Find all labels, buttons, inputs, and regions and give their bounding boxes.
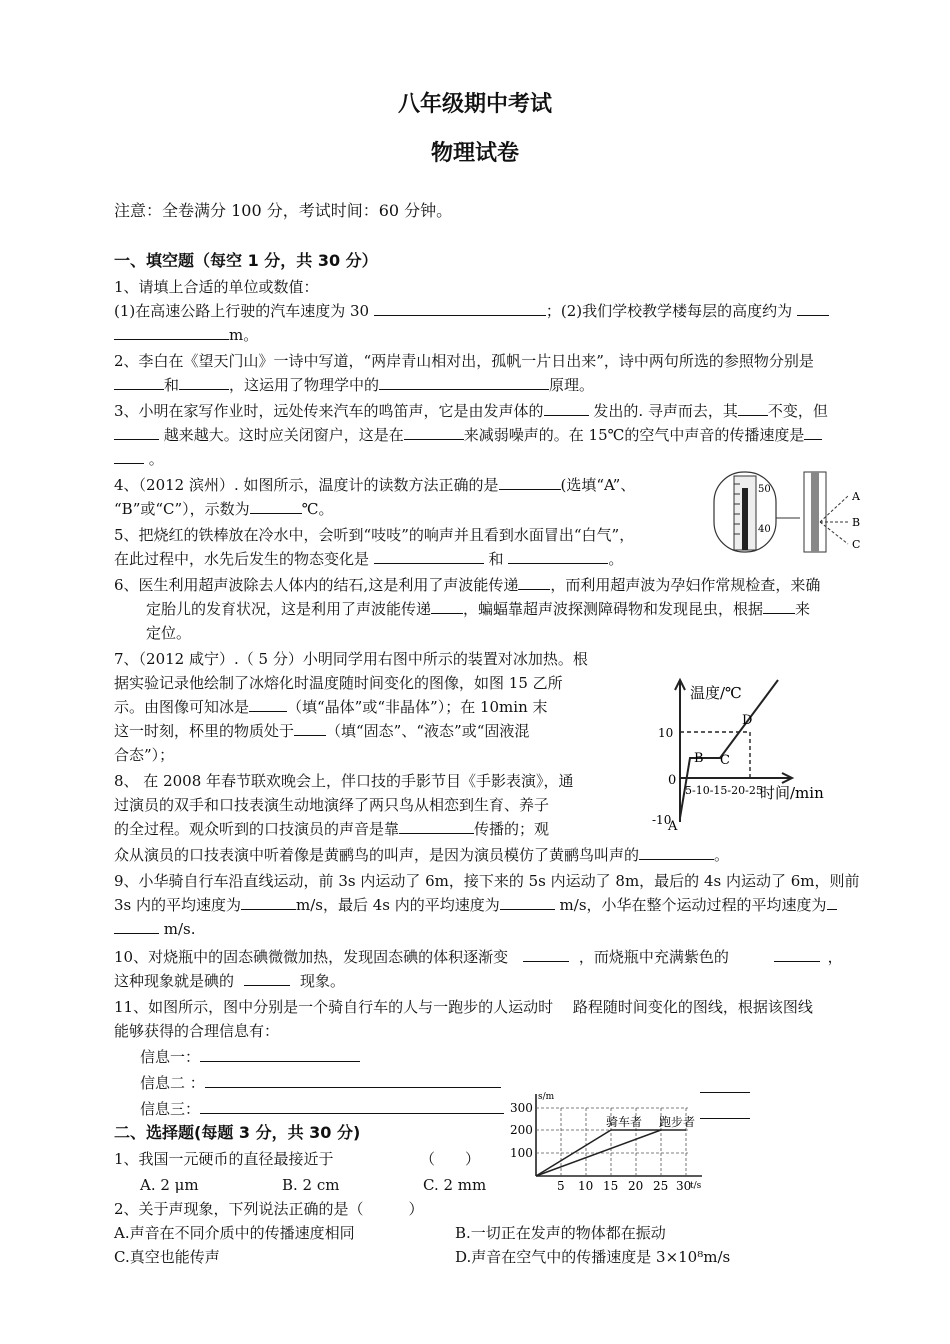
graph2-y300: 300 xyxy=(510,1101,533,1115)
answer-blank[interactable] xyxy=(738,401,768,416)
answer-blank[interactable] xyxy=(200,1047,360,1062)
answer-blank[interactable] xyxy=(508,549,608,564)
answer-blank[interactable] xyxy=(404,425,464,440)
q7-line-3: 示。由图像可知冰是 （填“晶体”或“非晶体”）；在 10min 末 xyxy=(114,698,548,716)
info-2: 信息二 ： xyxy=(140,1072,501,1094)
q10-line-1: 10、对烧瓶中的固态碘微微加热，发现固态碘的体积逐渐变 ，而烧瓶中充满紫色的 ， xyxy=(114,948,843,966)
answer-blank[interactable] xyxy=(374,301,546,316)
q8-line-4: 众从演员的口技表演中听着像是黄鹂鸟的叫声，是因为演员模仿了黄鹂鸟叫声的 。 xyxy=(114,846,730,864)
runner-label: 跑步者 xyxy=(659,1115,696,1129)
point-c: C xyxy=(720,753,730,768)
q1-line: (1)在高速公路上行驶的汽车速度为 30 ；(2)我们学校教学楼每层的高度约为 xyxy=(114,300,829,322)
q4-line-1: 4、（2012 滨州）. 如图所示，温度计的读数方法正确的是 (选填“A”、 xyxy=(114,476,636,494)
q3-line-2: 越来越大。这时应关闭窗户，这是在 来减弱噪声的。在 15℃的空气中声音的传播速度是 xyxy=(114,424,822,446)
answer-blank[interactable] xyxy=(249,697,287,712)
point-d: D xyxy=(742,713,753,728)
answer-blank[interactable] xyxy=(200,1099,504,1114)
graph2-y200: 200 xyxy=(510,1123,533,1137)
graph1-xticks: 5-10-15-20-25 xyxy=(685,784,763,797)
tick-40: 40 xyxy=(758,524,771,535)
answer-blank[interactable] xyxy=(763,599,795,614)
q7-line-4: 这一时刻，杯里的物质处于 （填“固态”、“液态”或“固液混 xyxy=(114,722,530,740)
q2-text: 2、李白在《望天门山》一诗中写道，“两岸青山相对出，孤帆一片日出来”，诗中两句所选的参照物分别是 xyxy=(114,352,814,370)
graph2-xtick: 25 xyxy=(653,1179,669,1193)
q3-line-1: 3、小明在家写作业时，远处传来汽车的鸣笛声，它是由发声体的 发出的. 寻声而去，其 不变，但 xyxy=(114,402,828,420)
answer-blank[interactable] xyxy=(244,971,290,986)
section-choice-heading: 二、选择题(每题 3 分，共 30 分) xyxy=(114,1123,361,1142)
graph2-ylabel: s/m xyxy=(538,1092,555,1102)
q11-line-1: 11、如图所示，图中分别是一个骑自行车的人与一跑步的人运动时 路程随时间变化的图线，根据该图线 xyxy=(114,998,813,1016)
answer-blank[interactable] xyxy=(500,895,555,910)
answer-blank[interactable] xyxy=(379,375,549,390)
exam-subtitle: 物理试卷 xyxy=(430,141,519,166)
graph2-xtick: 10 xyxy=(578,1179,594,1193)
answer-blank[interactable] xyxy=(250,499,302,514)
answer-blank[interactable] xyxy=(114,375,164,390)
answer-blank[interactable] xyxy=(544,401,589,416)
q6-line-2: 定胎儿的发育状况，这是利用了声波能传递 ，蝙蝠靠超声波探测障碍物和发现昆虫，根据 来 xyxy=(146,600,811,618)
rider-label: 骑车者 xyxy=(606,1115,643,1129)
temperature-time-graph xyxy=(630,672,840,832)
q9-line-2: 3s 内的平均速度为 m/s，最后 4s 内的平均速度为 m/s，小华在整个运动过程的平均速度为 xyxy=(114,894,837,916)
graph1-yneg: -10 xyxy=(652,813,672,827)
c1-paren: （ ） xyxy=(420,1150,481,1168)
c2-question: 2、关于声现象，下列说法正确的是（ ） xyxy=(114,1200,424,1218)
answer-blank[interactable] xyxy=(523,947,569,962)
q6-line-3: 定位。 xyxy=(146,624,192,642)
q1-line-2: m。 xyxy=(114,324,258,346)
graph2-xlabel: t/s xyxy=(690,1181,702,1191)
answer-blank[interactable] xyxy=(700,1104,750,1119)
c1-option-c[interactable]: C. 2 mm xyxy=(423,1176,487,1194)
answer-blank[interactable] xyxy=(804,425,822,440)
answer-blank[interactable] xyxy=(114,449,144,464)
q5-text: 5、把烧红的铁棒放在冷水中，会听到“吱吱”的响声并且看到水面冒出“白气”， xyxy=(114,526,635,544)
q6-line-1: 6、医生利用超声波除去人体内的结石,这是利用了声波能传递 ，而利用超声波为孕妇作常规检查，来确 xyxy=(114,576,821,594)
q1-text: 1、请填上合适的单位或数值： xyxy=(114,278,319,296)
c2-option-d[interactable]: D.声音在空气中的传播速度是 3×10⁸m/s xyxy=(455,1248,731,1266)
answer-blank[interactable] xyxy=(700,1078,750,1093)
graph2-xtick: 5 xyxy=(557,1179,565,1193)
answer-blank[interactable] xyxy=(179,375,229,390)
answer-blank[interactable] xyxy=(431,599,463,614)
q3-line-3: 。 xyxy=(114,448,164,470)
q9-line-1: 9、小华骑自行车沿直线运动，前 3s 内运动了 6m，接下来的 5s 内运动了 8m，最后的 4s 内运动了 6m，则前 xyxy=(114,872,860,890)
q7-line-1: 7、（2012 咸宁）.（ 5 分）小明同学用右图中所示的装置对冰加热。根 xyxy=(114,650,588,668)
c2-option-b[interactable]: B.一切正在发声的物体都在振动 xyxy=(455,1224,666,1242)
exam-note: 注意：全卷满分 100 分，考试时间：60 分钟。 xyxy=(114,201,453,220)
tick-50: 50 xyxy=(758,484,771,495)
q5-line: 在此过程中，水先后发生的物态变化是 和 。 xyxy=(114,550,624,568)
answer-blank[interactable] xyxy=(114,425,159,440)
c1-option-b[interactable]: B. 2 cm xyxy=(282,1176,340,1194)
q8-line-1: 8、 在 2008 年春节联欢晚会上，伴口技的手影节目《手影表演》，通 xyxy=(114,772,574,790)
q11-line-2: 能够获得的合理信息有： xyxy=(114,1022,280,1040)
answer-blank[interactable] xyxy=(205,1073,501,1088)
section-fill-heading: 一、填空题（每空 1 分，共 30 分） xyxy=(114,251,378,270)
graph1-xlabel: 时间/min xyxy=(760,784,824,802)
answer-blank[interactable] xyxy=(294,721,326,736)
info-1: 信息一： xyxy=(140,1046,360,1068)
c1-option-a[interactable]: A. 2 μm xyxy=(140,1176,199,1194)
answer-blank[interactable] xyxy=(518,575,550,590)
graph1-y10: 10 xyxy=(658,726,674,740)
q9-line-3: m/s. xyxy=(114,918,196,940)
exam-title: 八年级期中考试 xyxy=(397,92,552,117)
answer-blank[interactable] xyxy=(499,475,561,490)
answer-blank[interactable] xyxy=(114,325,229,340)
graph2-xtick: 15 xyxy=(603,1179,619,1193)
graph1-ylabel: 温度/℃ xyxy=(690,684,742,702)
q10-line-2: 这种现象就是碘的 现象。 xyxy=(114,972,346,990)
label-a: A xyxy=(852,490,860,503)
answer-blank[interactable] xyxy=(399,819,474,834)
point-a: A xyxy=(668,819,678,832)
c2-option-a[interactable]: A.声音在不同介质中的传播速度相同 xyxy=(114,1224,355,1242)
q7-line-5: 合态”）； xyxy=(114,746,175,764)
graph1-y0: 0 xyxy=(668,773,677,788)
c1-question: 1、我国一元硬币的直径最接近于 xyxy=(114,1150,334,1168)
answer-blank[interactable] xyxy=(241,895,296,910)
label-b: B xyxy=(852,516,861,529)
answer-blank[interactable] xyxy=(774,947,820,962)
graph2-xtick: 30 xyxy=(676,1179,692,1193)
label-c: C xyxy=(852,538,861,551)
distance-time-graph xyxy=(506,1090,706,1196)
point-b: B xyxy=(694,751,704,766)
answer-blank[interactable] xyxy=(114,919,159,934)
graph2-xtick: 20 xyxy=(628,1179,644,1193)
answer-blank[interactable] xyxy=(639,845,714,860)
q8-line-2: 过演员的双手和口技表演生动地演绎了两只鸟从相恋到生育、养子 xyxy=(114,796,550,814)
info-3: 信息三： xyxy=(140,1098,504,1120)
q8-line-3: 的全过程。观众听到的口技演员的声音是靠 传播的；观 xyxy=(114,820,550,838)
q7-line-2: 据实验记录他绘制了冰熔化时温度随时间变化的图像，如图 15 乙所 xyxy=(114,674,563,692)
q2-line: 和 ，这运用了物理学中的 原理。 xyxy=(114,374,594,396)
q4-line-2: “B”或“C”），示数为 ℃。 xyxy=(114,500,334,518)
answer-blank[interactable] xyxy=(374,549,484,564)
answer-blank[interactable] xyxy=(827,895,837,910)
c2-option-c[interactable]: C.真空也能传声 xyxy=(114,1248,220,1266)
answer-blank[interactable] xyxy=(797,301,829,316)
graph2-y100: 100 xyxy=(510,1146,533,1160)
thermometer-figure xyxy=(710,470,870,554)
